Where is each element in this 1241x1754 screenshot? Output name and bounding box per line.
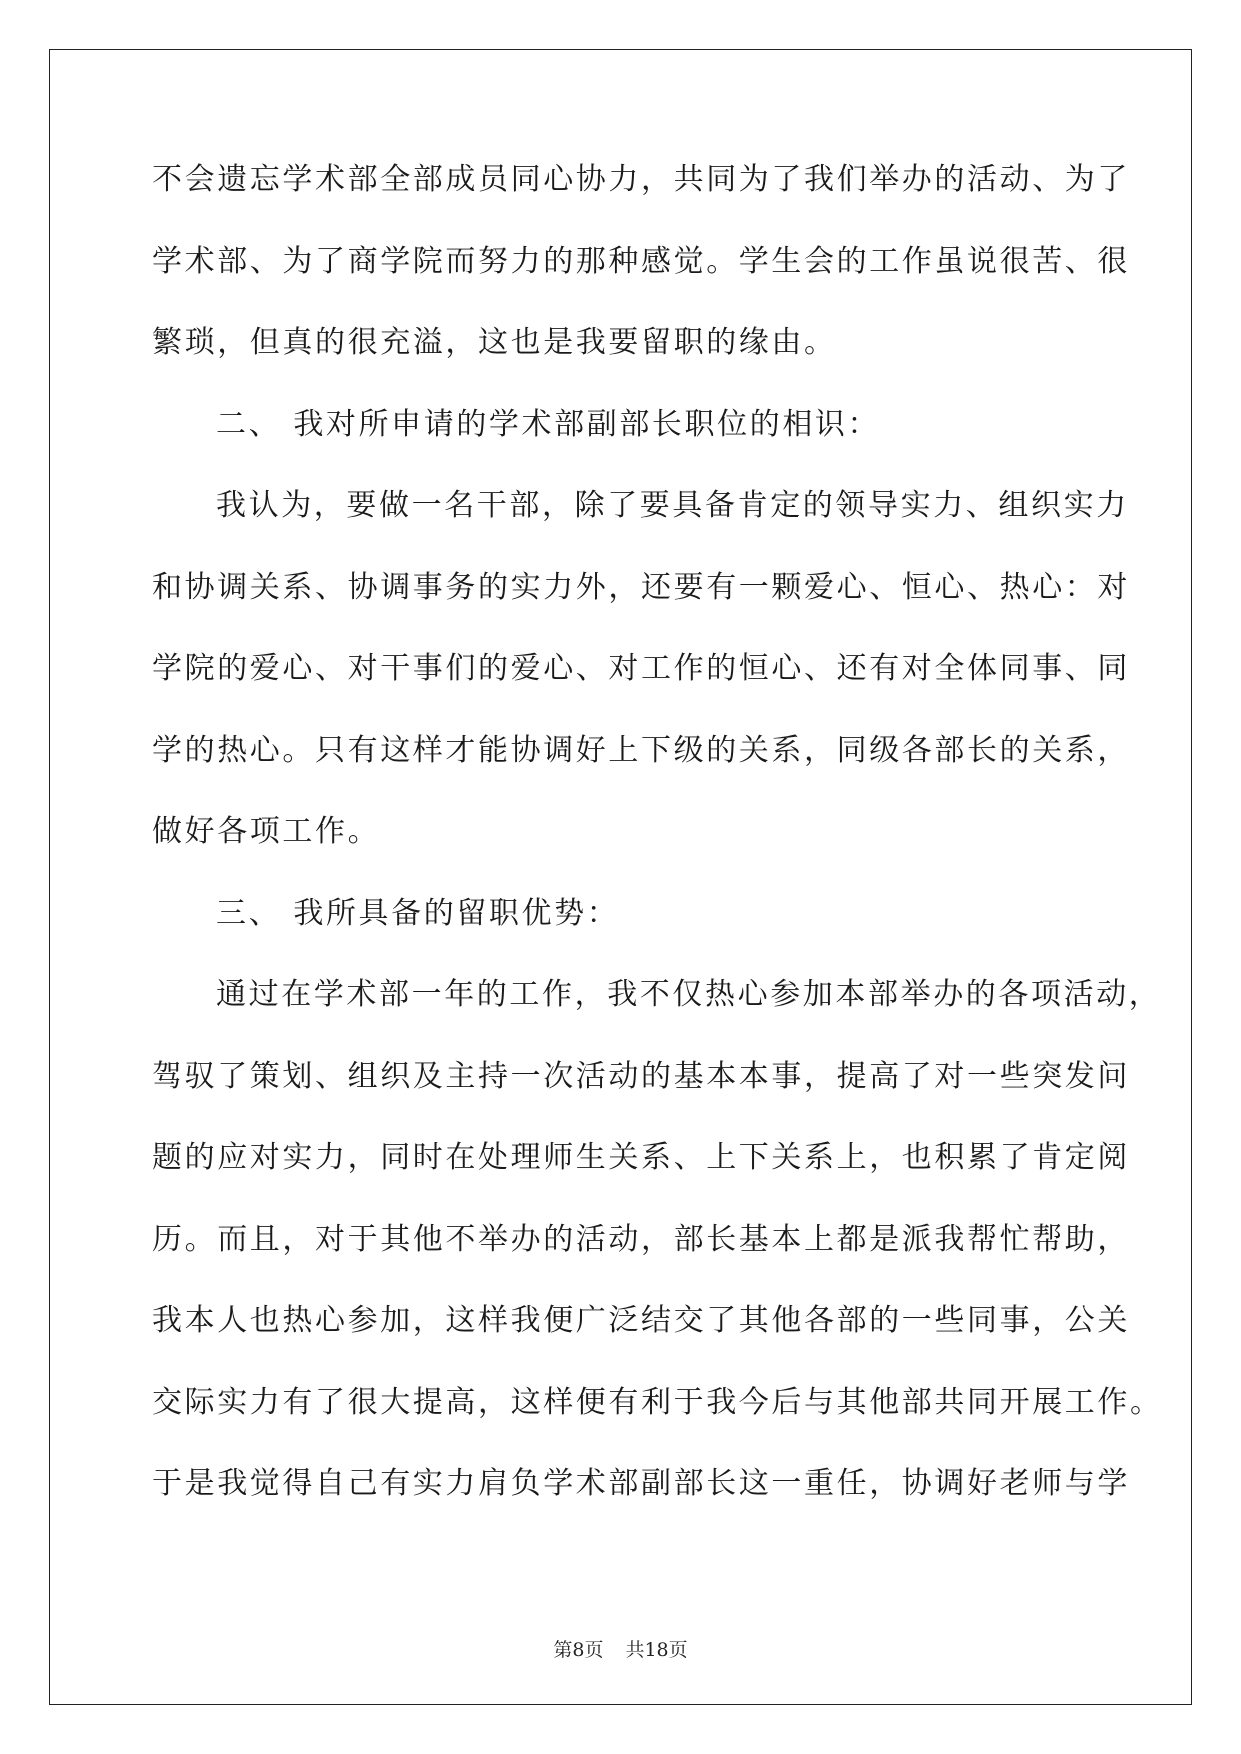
text-line: 题的应对实力，同时在处理师生关系、上下关系上，也积累了肯定阅 — [152, 1140, 1130, 1175]
text-line: 交际实力有了很大提高，这样便有利于我今后与其他部共同开展工作。 — [152, 1384, 1163, 1420]
text-line: 繁琐，但真的很充溢，这也是我要留职的缘由。 — [152, 325, 837, 360]
text-line: 于是我觉得自己有实力肩负学术部副部长这一重任，协调好老师与学 — [152, 1466, 1130, 1501]
text-line: 我认为，要做一名干部，除了要具备肯定的领导实力、组织实力 — [216, 488, 1129, 523]
text-line: 和协调关系、协调事务的实力外，还要有一颗爱心、恒心、热心：对 — [152, 569, 1130, 605]
text-line: 驾驭了策划、组织及主持一次活动的基本本事，提高了对一些突发问 — [152, 1058, 1130, 1094]
text-line: 不会遗忘学术部全部成员同心协力，共同为了我们举办的活动、为了 — [152, 162, 1130, 197]
text-line: 做好各项工作。 — [152, 814, 381, 849]
text-line: 学的热心。只有这样才能协调好上下级的关系，同级各部长的关系， — [152, 732, 1130, 768]
text-line: 历。而且，对于其他不举办的活动，部长基本上都是派我帮忙帮助， — [152, 1221, 1130, 1257]
page-footer — [0, 1635, 1241, 1662]
text-line: 我本人也热心参加，这样我便广泛结交了其他各部的一些同事，公关 — [152, 1303, 1130, 1338]
section-heading-3: 三、 我所具备的留职优势： — [216, 895, 620, 931]
page-number: 第8页 — [553, 1639, 604, 1661]
document-body — [152, 159, 1163, 1545]
page-total: 共18页 — [625, 1639, 688, 1661]
text-line: 学院的爱心、对干事们的爱心、对工作的恒心、还有对全体同事、同 — [152, 651, 1130, 686]
text-line: 学术部、为了商学院而努力的那种感觉。学生会的工作虽说很苦、很 — [152, 243, 1130, 279]
text-line: 通过在学术部一年的工作，我不仅热心参加本部举办的各项活动， — [216, 977, 1162, 1012]
section-heading-2: 二、 我对所申请的学术部副部长职位的相识： — [216, 406, 881, 442]
